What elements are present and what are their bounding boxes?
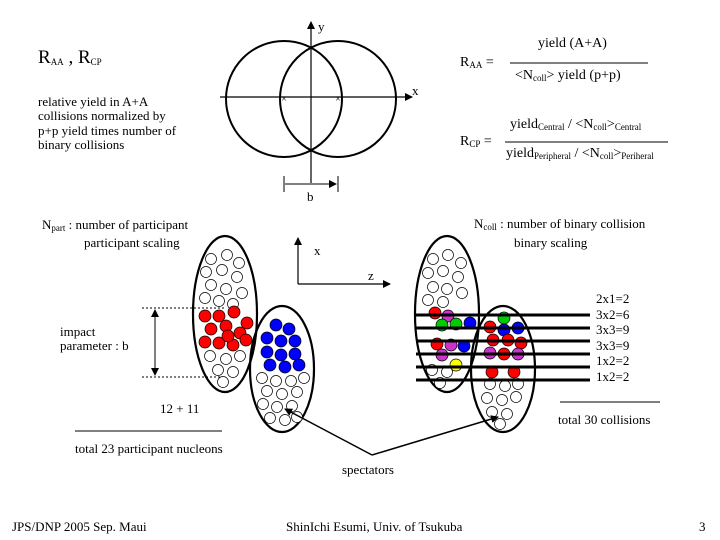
rcp-numerator: yield$_{Central}$ / $<N_{coll}>_{Central}$ <box>510 117 642 132</box>
impact-parameter-label: impact parameter : b <box>60 324 129 354</box>
participant-sum: 12 + 11 <box>160 401 200 416</box>
binary-collision-diagram <box>415 236 590 432</box>
center-mark-right: × <box>335 94 341 105</box>
spectators-label: spectators <box>342 462 394 477</box>
collision-count: 1x2=2 <box>596 353 630 368</box>
y-axis-label: y <box>318 19 325 34</box>
rcp-denominator: yield$_{Peripheral}$ / $<N_{coll}>_{Periheral}$ <box>506 146 654 161</box>
npart-definition: $N_{part}$ : number of participant <box>42 217 189 233</box>
collision-count: 3x3=9 <box>596 337 630 353</box>
footer-center: ShinIchi Esumi, Univ. of Tsukuba <box>286 519 463 534</box>
total-participants: total 23 participant nucleons <box>75 441 223 456</box>
rcp-lhs: $R_{CP}$ = <box>460 134 492 149</box>
collision-count: 3x3=9 <box>596 322 630 337</box>
raa-numerator: yield (A+A) <box>538 36 607 51</box>
participant-nucleus-right <box>250 306 314 432</box>
x-axis-mid-label: x <box>314 243 321 258</box>
raa-desc-line: relative yield in A+A <box>38 94 149 109</box>
collision-count: 1x2=2 <box>596 368 630 384</box>
heading-raa-rcp: $R_{AA}$ , $R_{CP}$ <box>38 47 102 68</box>
ncoll-definition: $N_{coll}$ : number of binary collision <box>474 216 646 232</box>
collision-count: 2x1=2 <box>596 291 630 306</box>
b-label: b <box>307 189 314 204</box>
raa-desc-line: collisions normalized by <box>38 108 166 124</box>
raa-denominator: $<N_{coll}>$ yield (p+p) <box>515 68 621 83</box>
impact-parameter-marker <box>142 308 224 377</box>
top-overlap-diagram <box>220 19 412 192</box>
raa-description <box>38 95 176 152</box>
side-view-axes <box>298 238 390 284</box>
raa-desc-line: binary collisions <box>38 136 125 152</box>
center-mark-left: × <box>281 94 287 105</box>
footer-left: JPS/DNP 2005 Sep. Maui <box>12 519 147 534</box>
total-collisions: total 30 collisions <box>558 412 651 427</box>
x-axis-top-label: x <box>412 83 419 98</box>
raa-desc-line: p+p yield times number of <box>38 122 177 138</box>
collision-counts <box>596 291 629 384</box>
spectator-pointer-1 <box>285 409 372 455</box>
raa-lhs: $R_{AA}$ = <box>460 55 494 70</box>
spectator-pointer-2 <box>372 417 498 455</box>
npart-scaling: participant scaling <box>84 235 180 250</box>
collision-count: 3x2=6 <box>596 306 630 322</box>
participant-nucleus-left <box>193 236 257 392</box>
z-axis-label: z <box>368 268 374 283</box>
ncoll-scaling: binary scaling <box>514 235 588 250</box>
page-number: 3 <box>699 519 706 534</box>
